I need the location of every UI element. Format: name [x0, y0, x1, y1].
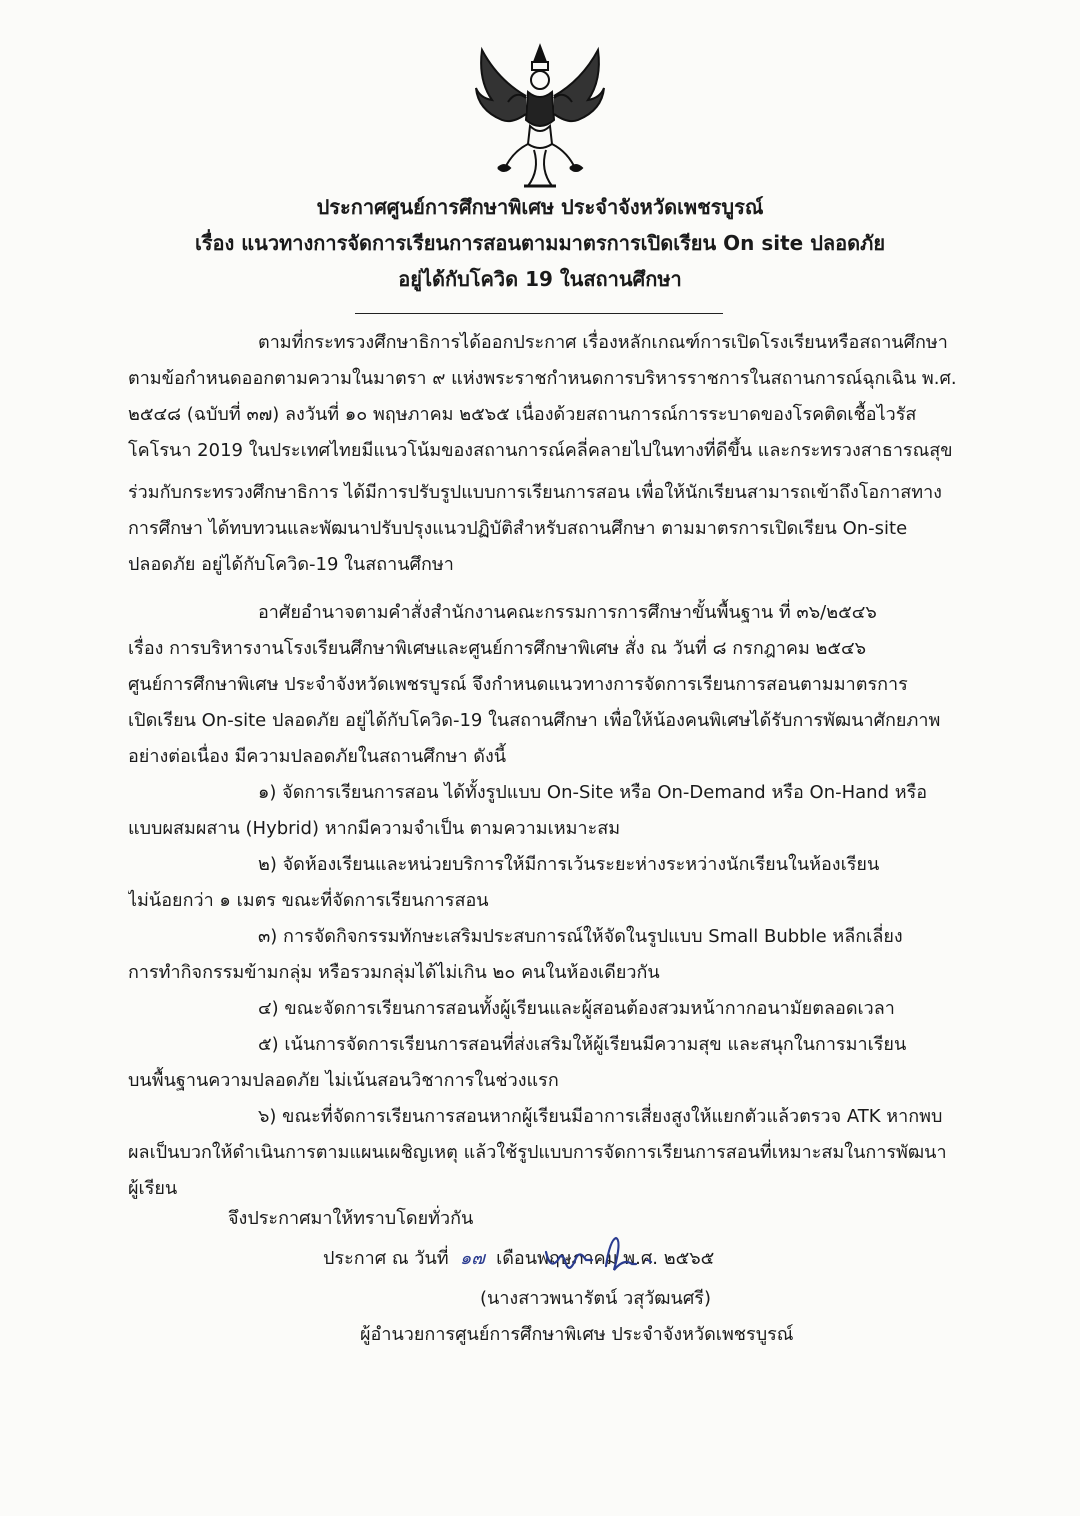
announcement-subject-cont: อยู่ได้กับโควิด 19 ในสถานศึกษา [398, 267, 682, 291]
list-item-cont: ผู้เรียน [128, 1178, 178, 1199]
list-item: ๓) การจัดกิจกรรมทักษะเสริมประสบการณ์ให้จัดในรูปแบบ Small Bubble หลีกเลี่ยง [258, 926, 903, 947]
list-item-cont: การทำกิจกรรมข้ามกลุ่ม หรือรวมกลุ่มได้ไม่เกิน ๒๐ คนในห้องเดียวกัน [128, 962, 660, 983]
title-divider [355, 313, 723, 314]
list-item: ๕) เน้นการจัดการเรียนการสอนที่ส่งเสริมให้ผู้เรียนมีความสุข และสนุกในการมาเรียน [258, 1034, 907, 1055]
closing-line: จึงประกาศมาให้ทราบโดยทั่วกัน [228, 1208, 474, 1229]
list-item-cont: ไม่น้อยกว่า ๑ เมตร ขณะที่จัดการเรียนการสอน [128, 890, 489, 911]
paragraph-line: การศึกษา ได้ทบทวนและพัฒนาปรับปรุงแนวปฏิบัติสำหรับสถานศึกษา ตามมาตรการเปิดเรียน On-site [128, 518, 908, 539]
paragraph-line: อย่างต่อเนื่อง มีความปลอดภัยในสถานศึกษา ดังนี้ [128, 746, 507, 767]
paragraph-line: ปลอดภัย อยู่ได้กับโควิด-19 ในสถานศึกษา [128, 554, 454, 575]
announcement-title: ประกาศศูนย์การศึกษาพิเศษ ประจำจังหวัดเพชรบูรณ์ [316, 195, 764, 219]
list-item-cont: ผลเป็นบวกให้ดำเนินการตามแผนเผชิญเหตุ แล้วใช้รูปแบบการจัดการเรียนการสอนที่เหมาะสมในการพัฒนา [128, 1142, 947, 1163]
signer-name: (นางสาวพนารัตน์ วสุวัฒนศรี) [480, 1288, 711, 1309]
signer-position: ผู้อำนวยการศูนย์การศึกษาพิเศษ ประจำจังหวัดเพชรบูรณ์ [360, 1324, 794, 1345]
garuda-emblem-icon [468, 40, 612, 190]
list-item: ๖) ขณะที่จัดการเรียนการสอนหากผู้เรียนมีอาการเสี่ยงสูงให้แยกตัวแล้วตรวจ ATK หากพบ [258, 1106, 943, 1127]
paragraph-line: ศูนย์การศึกษาพิเศษ ประจำจังหวัดเพชรบูรณ์ จึงกำหนดแนวทางการจัดการเรียนการสอนตามมาตรการ [128, 674, 908, 695]
paragraph-line: โคโรนา 2019 ในประเทศไทยมีแนวโน้มของสถานการณ์คลี่คลายไปในทางที่ดีขึ้น และกระทรวงสาธารณสุข [128, 440, 953, 461]
paragraph-line: ตามข้อกำหนดออกตามความในมาตรา ๙ แห่งพระราชกำหนดการบริหารราชการในสถานการณ์ฉุกเฉิน พ.ศ. [128, 368, 957, 389]
paragraph-line: ๒๕๔๘ (ฉบับที่ ๓๗) ลงวันที่ ๑๐ พฤษภาคม ๒๕๖๕ เนื่องด้วยสถานการณ์การระบาดของโรคติดเชื้อไวรัส [128, 404, 917, 425]
paragraph-line: เรื่อง การบริหารงานโรงเรียนศึกษาพิเศษและศูนย์การศึกษาพิเศษ สั่ง ณ วันที่ ๘ กรกฎาคม ๒๕๔๖ [128, 638, 867, 659]
signature-icon [540, 1230, 700, 1280]
dateline-prefix: ประกาศ ณ วันที่ [323, 1248, 449, 1269]
paragraph-line: อาศัยอำนาจตามคำสั่งสำนักงานคณะกรรมการการศึกษาขั้นพื้นฐาน ที่ ๓๖/๒๕๔๖ [258, 602, 877, 623]
list-item: ๑) จัดการเรียนการสอน ได้ทั้งรูปแบบ On-Site หรือ On-Demand หรือ On-Hand หรือ [258, 782, 928, 803]
dateline-suffix: เดือนพฤษภาคม พ.ศ. ๒๕๖๕ [496, 1248, 715, 1269]
list-item-cont: บนพื้นฐานความปลอดภัย ไม่เน้นสอนวิชาการในช่วงแรก [128, 1070, 559, 1091]
handwritten-day: ๑๗ [459, 1248, 485, 1269]
paragraph-line: ร่วมกับกระทรวงศึกษาธิการ ได้มีการปรับรูปแบบการเรียนการสอน เพื่อให้นักเรียนสามารถเข้าถึงโอกาสทาง [128, 482, 942, 503]
paragraph-line: ตามที่กระทรวงศึกษาธิการได้ออกประกาศ เรื่องหลักเกณฑ์การเปิดโรงเรียนหรือสถานศึกษา [258, 332, 948, 353]
list-item: ๒) จัดห้องเรียนและหน่วยบริการให้มีการเว้นระยะห่างระหว่างนักเรียนในห้องเรียน [258, 854, 880, 875]
list-item-cont: แบบผสมผสาน (Hybrid) หากมีความจำเป็น ตามความเหมาะสม [128, 818, 621, 839]
list-item: ๔) ขณะจัดการเรียนการสอนทั้งผู้เรียนและผู้สอนต้องสวมหน้ากากอนามัยตลอดเวลา [258, 998, 895, 1019]
paragraph-line: เปิดเรียน On-site ปลอดภัย อยู่ได้กับโควิด-19 ในสถานศึกษา เพื่อให้น้องคนพิเศษได้รับการพัฒนาศักยภาพ [128, 710, 941, 731]
announcement-subject: เรื่อง แนวทางการจัดการเรียนการสอนตามมาตรการเปิดเรียน On site ปลอดภัย [194, 231, 886, 255]
